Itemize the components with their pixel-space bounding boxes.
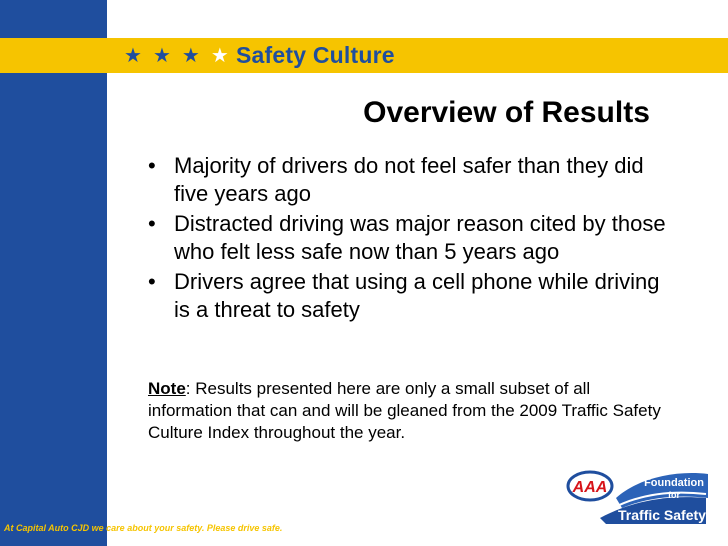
star-icon: ★ bbox=[181, 44, 200, 67]
footer-text: At Capital Auto CJD we care about your safety. Please drive safe. bbox=[4, 523, 283, 533]
aaa-mark: AAA bbox=[572, 479, 608, 496]
bullet-icon: • bbox=[148, 269, 156, 294]
bullet-text: Majority of drivers do not feel safer than they did five years ago bbox=[174, 153, 644, 206]
logo-line1: Foundation bbox=[644, 477, 704, 489]
list-item bbox=[148, 268, 668, 324]
left-sidebar-bar bbox=[0, 0, 107, 546]
star-icon: ★ bbox=[124, 44, 142, 67]
brand-title: Safety Culture bbox=[236, 42, 395, 68]
star-icon: ★ bbox=[210, 44, 229, 67]
bullet-text: Drivers agree that using a cell phone while driving is a threat to safety bbox=[174, 269, 660, 322]
list-item bbox=[148, 210, 668, 266]
aaa-foundation-logo bbox=[566, 468, 712, 526]
bullet-list bbox=[148, 152, 668, 326]
bullet-icon: • bbox=[148, 211, 156, 236]
list-item bbox=[148, 152, 668, 208]
note-paragraph bbox=[148, 378, 668, 444]
note-text: : Results presented here are only a small subset of all information that can and will be gleaned from the 2009 Traffic Safety Culture Index throughout the year. bbox=[148, 379, 661, 442]
bullet-text: Distracted driving was major reason cited by those who felt less safe now than 5 years ago bbox=[174, 211, 666, 264]
rating-stars bbox=[124, 38, 229, 73]
bullet-icon: • bbox=[148, 153, 156, 178]
slide-title: Overview of Results bbox=[363, 96, 650, 129]
logo-line3: Traffic Safety bbox=[618, 507, 706, 523]
star-icon: ★ bbox=[152, 44, 171, 67]
logo-line2: for bbox=[668, 490, 680, 500]
note-label: Note bbox=[148, 379, 186, 398]
